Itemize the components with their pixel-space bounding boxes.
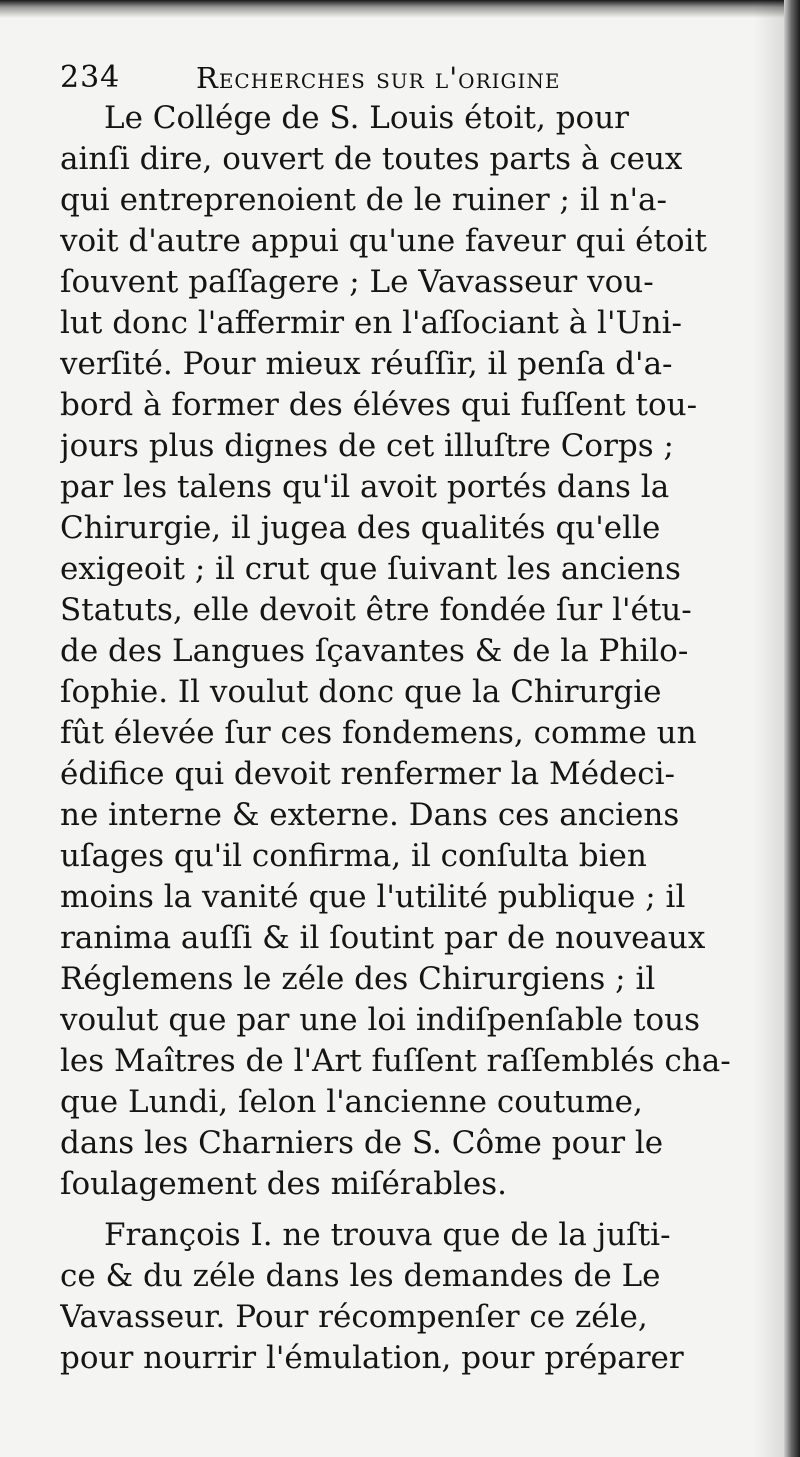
text-line: dans les Charniers de S. Côme pour le — [60, 1125, 664, 1161]
paragraph-1 — [60, 98, 748, 1205]
page-number: 234 — [60, 60, 121, 95]
text-line: pour nourrir l'émulation, pour préparer — [60, 1340, 684, 1376]
text-line: uſages qu'il confirma, il conſulta bien — [60, 838, 647, 874]
text-line: moins la vanité que l'utilité publique ; il — [60, 879, 686, 915]
paragraph-gap — [60, 1205, 748, 1215]
text-line: lut donc l'affermir en l'aſſociant à l'Uni- — [60, 305, 682, 341]
binding-edge — [784, 0, 800, 1457]
text-line: voulut que par une loi indiſpenſable tous — [60, 1002, 700, 1038]
text-line: les Maîtres de l'Art fuſſent raſſemblés cha- — [60, 1043, 731, 1079]
page-top-shadow — [0, 0, 800, 18]
text-line: ne interne & externe. Dans ces anciens — [60, 797, 680, 833]
text-line: jours plus dignes de cet illuſtre Corps ; — [60, 428, 674, 464]
text-line: bord à former des éléves qui fuſſent tou- — [60, 387, 698, 423]
text-line: ranima auſſi & il ſoutint par de nouveaux — [60, 920, 706, 956]
text-line: exigeoit ; il crut que ſuivant les anciens — [60, 551, 681, 587]
text-line: ce & du zéle dans les demandes de Le — [60, 1258, 661, 1294]
text-line: Statuts, elle devoit être fondée ſur l'étu- — [60, 592, 692, 628]
running-head: Recherches sur l'origine — [196, 61, 561, 95]
binding-shadow — [754, 0, 784, 1457]
text-line: Chirurgie, il jugea des qualités qu'elle — [60, 510, 661, 546]
text-line: voit d'autre appui qu'une faveur qui étoit — [60, 223, 707, 259]
text-line: ſoulagement des miſérables. — [60, 1166, 507, 1202]
text-line: ſouvent paſſagere ; Le Vavasseur vou- — [60, 264, 654, 300]
text-line: par les talens qu'il avoit portés dans la — [60, 469, 670, 505]
body-text — [60, 98, 748, 1379]
text-line: verſité. Pour mieux réuſſir, il penſa d'a- — [60, 346, 673, 382]
text-line: fût élevée ſur ces fondemens, comme un — [60, 715, 697, 751]
text-line: Réglemens le zéle des Chirurgiens ; il — [60, 961, 656, 997]
text-line: ainſi dire, ouvert de toutes parts à ceux — [60, 141, 683, 177]
paragraph-2 — [60, 1215, 748, 1379]
text-line: qui entreprenoient de le ruiner ; il n'a- — [60, 182, 667, 218]
text-line: édifice qui devoit renfermer la Médeci- — [60, 756, 675, 792]
text-line: François I. ne trouva que de la juſti- — [104, 1217, 671, 1253]
text-line: que Lundi, ſelon l'ancienne coutume, — [60, 1084, 643, 1120]
page-header — [60, 56, 760, 100]
text-line: ſophie. Il voulut donc que la Chirurgie — [60, 674, 662, 710]
text-line: de des Langues ſçavantes & de la Philo- — [60, 633, 689, 669]
text-line: Vavasseur. Pour récompenſer ce zéle, — [60, 1299, 648, 1335]
text-line: Le Collége de S. Louis étoit, pour — [104, 100, 630, 136]
